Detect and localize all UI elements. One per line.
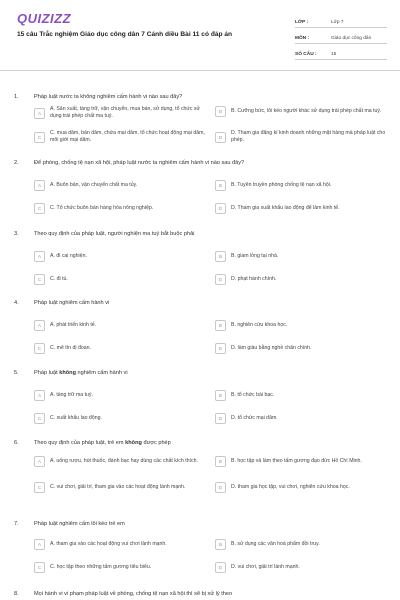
question-number: 7.	[14, 521, 19, 527]
option-letter: B	[215, 320, 226, 331]
question-text: Pháp luật không nghiêm cấm hành vi	[34, 370, 128, 376]
option-text: A. tham gia vào các hoạt động vui chơi lành mạnh.	[50, 541, 167, 547]
option-letter: C	[34, 132, 45, 143]
option-b[interactable]	[215, 320, 391, 331]
question-text: Pháp luật nghiêm cấm hành vi	[34, 300, 110, 306]
meta-row-count	[295, 44, 387, 60]
option-c[interactable]	[34, 274, 210, 285]
option-letter: C	[34, 203, 45, 214]
option-text: C. xuất khẩu lao động.	[50, 415, 102, 421]
meta-row-class	[295, 12, 387, 28]
meta-label: MÔN :	[295, 36, 310, 41]
option-text: B. nghiên cứu khoa học.	[231, 322, 288, 328]
header	[0, 0, 400, 72]
option-a[interactable]	[34, 251, 210, 262]
option-d[interactable]	[215, 130, 391, 144]
option-text: D. tham gia học tập, vui chơi, nghiên cứu khoa học.	[231, 484, 350, 490]
question-text: Pháp luật nước ta không nghiêm cấm hành vi nào sau đây?	[34, 94, 183, 100]
option-d[interactable]	[215, 562, 391, 573]
option-text: A. phát triển kinh tế.	[50, 322, 97, 328]
option-c[interactable]	[34, 130, 210, 144]
option-letter: C	[34, 274, 45, 285]
meta-row-subject	[295, 28, 387, 44]
option-letter: D	[215, 203, 226, 214]
option-b[interactable]	[215, 106, 391, 117]
option-d[interactable]	[215, 413, 391, 424]
option-letter: A	[34, 456, 45, 467]
option-c[interactable]	[34, 203, 210, 214]
option-a[interactable]	[34, 320, 210, 331]
option-text: C. mê tín dị đoan.	[50, 345, 91, 351]
option-a[interactable]	[34, 456, 210, 467]
option-letter: B	[215, 180, 226, 191]
question-text: Pháp luật nghiêm cấm lôi kéo trẻ em	[34, 521, 125, 527]
option-b[interactable]	[215, 180, 391, 191]
question-number: 8.	[14, 591, 19, 597]
question-number: 6.	[14, 440, 19, 446]
option-d[interactable]	[215, 343, 391, 354]
option-letter: D	[215, 413, 226, 424]
question-number: 5.	[14, 370, 19, 376]
question-text: Để phòng, chống tệ nạn xã hội, pháp luật nước ta nghiêm cấm hành vi nào sau đây?	[34, 160, 245, 166]
option-text: D. phạt hành chính.	[231, 276, 277, 282]
question-number: 3.	[14, 231, 19, 237]
option-text: B. học tập và làm theo tấm gương đạo đức Hồ Chí Minh.	[231, 458, 362, 464]
option-b[interactable]	[215, 390, 391, 401]
option-text: C. học tập theo những tấm gương tiêu biểu.	[50, 564, 152, 570]
option-text: C. vui chơi, giải trí, tham gia vào các hoạt động lành mạnh.	[50, 484, 186, 490]
option-text: D. tổ chức mại dâm.	[231, 415, 278, 421]
option-letter: B	[215, 456, 226, 467]
option-d[interactable]	[215, 482, 391, 493]
option-b[interactable]	[215, 539, 391, 550]
option-letter: A	[34, 251, 45, 262]
option-letter: D	[215, 343, 226, 354]
option-text: B. tổ chức bài bạc.	[231, 392, 275, 398]
option-letter: B	[215, 251, 226, 262]
header-divider	[0, 70, 400, 71]
option-text: A. Sản xuất, tàng trữ, vận chuyển, mua bán, sử dụng, tổ chức sử dụng trái phép chất ma tuý.	[50, 106, 200, 119]
option-text: D. Tham gia xuất khẩu lao động để làm kinh tế.	[231, 205, 340, 211]
meta-value: 15	[331, 52, 337, 57]
option-text: A. uống rượu, hút thuốc, đánh bạc hay dùng các chất kích thích.	[50, 458, 198, 464]
option-text: B. sử dụng các văn hoá phẩm đồi truy.	[231, 541, 320, 547]
option-text: C. mua dâm, bán dâm, chứa mại dâm, tổ chức hoạt động mại dâm, môi giới mại dâm.	[50, 130, 205, 143]
question-text: Theo quy định của pháp luật, người nghiện ma tuý bắt buộc phải	[34, 231, 195, 237]
option-letter: C	[34, 413, 45, 424]
option-letter: A	[34, 180, 45, 191]
question-text: Theo quy định của pháp luật, trẻ em không được phép	[34, 440, 171, 446]
option-letter: A	[34, 539, 45, 550]
option-a[interactable]	[34, 539, 210, 550]
question-number: 1.	[14, 94, 19, 100]
question-text: Mọi hành vi vi phạm pháp luật về phòng, chống tệ nạn xã hội thì sẽ bị xử lý theo	[34, 591, 233, 597]
quizizz-logo: QUIZIZZ	[17, 11, 72, 26]
option-letter: A	[34, 390, 45, 401]
option-letter: D	[215, 132, 226, 143]
option-c[interactable]	[34, 562, 210, 573]
option-d[interactable]	[215, 274, 391, 285]
option-text: A. tàng trữ ma tuý.	[50, 392, 93, 398]
option-letter: D	[215, 562, 226, 573]
option-text: B. giam lỏng tại nhà.	[231, 253, 279, 259]
option-text: D. làm giàu bằng nghề chân chính.	[231, 345, 312, 351]
option-letter: C	[34, 562, 45, 573]
question-number: 4.	[14, 300, 19, 306]
option-text: D. vui chơi, giải trí lành mạnh.	[231, 564, 300, 570]
option-text: D. Tham gia đăng kí kinh doanh những mặt hàng mà pháp luật cho phép.	[231, 130, 386, 143]
option-letter: C	[34, 343, 45, 354]
option-letter: A	[34, 320, 45, 331]
option-letter: C	[34, 482, 45, 493]
option-b[interactable]	[215, 251, 391, 262]
meta-label: SỐ CÂU :	[295, 52, 317, 57]
meta-value: Lớp 7	[331, 20, 344, 25]
option-c[interactable]	[34, 482, 210, 493]
option-text: A. Buôn bán, vận chuyển chất ma tủy.	[50, 182, 138, 188]
option-text: B. Cưỡng bức, lôi kéo người khác sử dụng trái phép chất ma tuý.	[231, 108, 382, 114]
option-b[interactable]	[215, 456, 391, 467]
option-letter: A	[34, 108, 45, 119]
option-c[interactable]	[34, 343, 210, 354]
option-letter: D	[215, 482, 226, 493]
option-letter: D	[215, 274, 226, 285]
option-a[interactable]	[34, 180, 210, 191]
page-title: 15 câu Trắc nghiệm Giáo dục công dân 7 Cánh diều Bài 11 có đáp án	[17, 31, 233, 38]
question-number: 2.	[14, 160, 19, 166]
option-letter: B	[215, 539, 226, 550]
option-text: B. Tuyên truyền phòng chống tệ nạn xã hội.	[231, 182, 332, 188]
meta-value: Giáo dục công dân	[331, 36, 372, 41]
option-a[interactable]	[34, 390, 210, 401]
meta-label: LỚP :	[295, 20, 309, 25]
option-c[interactable]	[34, 413, 210, 424]
meta-table	[295, 12, 387, 60]
option-letter: B	[215, 390, 226, 401]
option-letter: B	[215, 106, 226, 117]
option-text: C. Tổ chức buôn bán hàng hóa nông nghiệp.	[50, 205, 154, 211]
option-d[interactable]	[215, 203, 391, 214]
option-a[interactable]	[34, 106, 210, 120]
option-text: A. đi cai nghiện.	[50, 253, 87, 259]
option-text: C. đi tù.	[50, 276, 68, 282]
